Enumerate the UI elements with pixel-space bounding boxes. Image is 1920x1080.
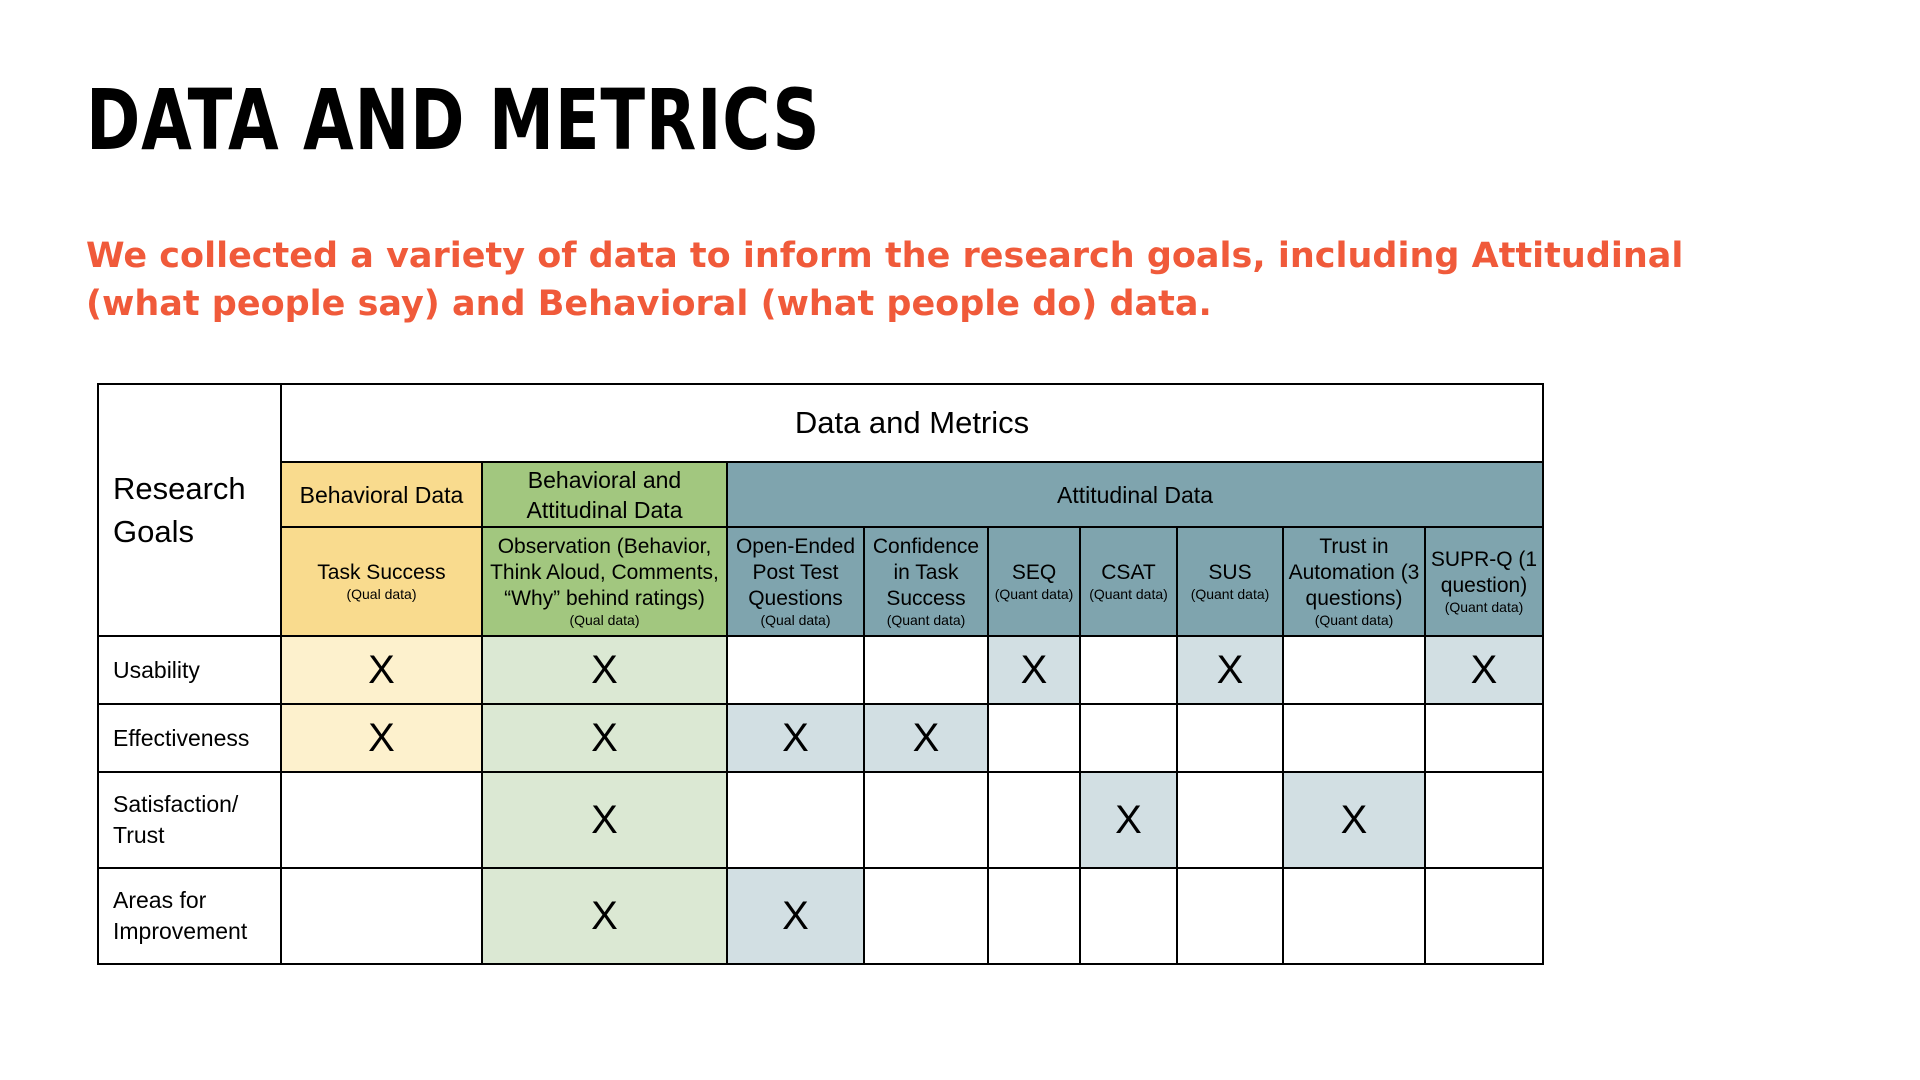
column-label: SEQ: [1011, 561, 1057, 584]
slide-title: DATA AND METRICS: [86, 71, 821, 169]
check-mark: X: [591, 798, 618, 842]
table-cell: [727, 772, 864, 868]
row-label-satisfaction-trust: Satisfaction/ Trust: [98, 772, 281, 868]
slide-subtitle: We collected a variety of data to inform the research goals, including Attitudinal (what people say) and Behavioral (what people do) data.: [86, 236, 1684, 324]
table-cell: [864, 636, 988, 704]
table-cell: [1080, 704, 1177, 772]
row-label-effectiveness: Effectiveness: [98, 704, 281, 772]
column-label: SUS: [1208, 561, 1252, 584]
column-header-supr-q-1: [1425, 527, 1543, 636]
check-mark: X: [368, 716, 395, 760]
check-mark: X: [1340, 798, 1368, 842]
table-cell: [1283, 772, 1425, 868]
table-cell: [1177, 772, 1283, 868]
table-cell: [864, 868, 988, 964]
check-mark: X: [1115, 798, 1142, 842]
table-cell: [988, 704, 1080, 772]
column-label: Open-Ended Post Test Questions: [735, 535, 856, 610]
table-cell: [988, 868, 1080, 964]
table-cell: [727, 868, 864, 964]
column-data-type: (Quant data): [1314, 612, 1394, 628]
column-header-confidence-in-task: [864, 527, 988, 636]
column-header-sus: [1177, 527, 1283, 636]
table-cell: [1177, 704, 1283, 772]
table-cell: [482, 772, 727, 868]
table-cell: [1425, 868, 1543, 964]
table-cell: [1425, 772, 1543, 868]
table-cell: [1425, 704, 1543, 772]
table-cell: [281, 636, 482, 704]
column-data-type: (Qual data): [569, 612, 640, 628]
column-header-observation-behavior-think: [482, 527, 727, 636]
research-goals-header: Research Goals: [98, 384, 281, 636]
column-header-seq: [988, 527, 1080, 636]
column-header-csat: [1080, 527, 1177, 636]
column-header-task-success: [281, 527, 482, 636]
table-row: [98, 704, 1543, 772]
table-cell: [727, 636, 864, 704]
table-cell: [988, 636, 1080, 704]
column-label: Trust in Automation (3 questions): [1288, 535, 1420, 610]
check-mark: X: [1470, 648, 1498, 692]
column-data-type: (Qual data): [760, 612, 831, 628]
table-cell: [1283, 704, 1425, 772]
table-cell: [281, 868, 482, 964]
table-cell: [1283, 868, 1425, 964]
table-cell: [1080, 868, 1177, 964]
data-metrics-header: Data and Metrics: [281, 384, 1543, 462]
table-cell: [1283, 636, 1425, 704]
column-data-type: (Qual data): [346, 586, 417, 602]
column-label: Observation (Behavior, Think Aloud, Comments, “Why” behind ratings): [490, 535, 719, 610]
check-mark: X: [782, 716, 809, 760]
metrics-table: [97, 383, 1544, 965]
column-data-type: (Quant data): [1190, 586, 1270, 602]
table-cell: [482, 636, 727, 704]
column-header-trust-in-automation: [1283, 527, 1425, 636]
table-row: [98, 636, 1543, 704]
check-mark: X: [1216, 648, 1244, 692]
table-cell: [281, 704, 482, 772]
column-label: CSAT: [1101, 561, 1156, 584]
table-cell: [1177, 868, 1283, 964]
check-mark: X: [591, 648, 618, 692]
table-cell: [864, 772, 988, 868]
table-cell: [1425, 636, 1543, 704]
table-cell: [1080, 772, 1177, 868]
row-label-areas-for-improvement: Areas for Improvement: [98, 868, 281, 964]
column-label: Confidence in Task Success: [872, 535, 980, 610]
column-label: Task Success: [317, 561, 446, 584]
row-label-usability: Usability: [98, 636, 281, 704]
table-cell: [988, 772, 1080, 868]
check-mark: X: [1020, 648, 1048, 692]
check-mark: X: [368, 648, 395, 692]
group-header-behavioral: Behavioral Data: [281, 462, 482, 527]
group-header-attitudinal: Attitudinal Data: [727, 462, 1543, 527]
table-cell: [727, 704, 864, 772]
table-row: [98, 868, 1543, 964]
column-label: SUPR-Q (1 question): [1430, 548, 1538, 597]
table-cell: [864, 704, 988, 772]
column-data-type: (Quant data): [1089, 586, 1168, 602]
table-row: [98, 772, 1543, 868]
check-mark: X: [782, 894, 809, 938]
column-header-open-ended-post: [727, 527, 864, 636]
column-data-type: (Quant data): [886, 612, 966, 628]
check-mark: X: [591, 716, 618, 760]
table-cell: [1080, 636, 1177, 704]
table-cell: [482, 704, 727, 772]
check-mark: X: [912, 716, 940, 760]
column-data-type: (Quant data): [1444, 599, 1524, 615]
table-cell: [1177, 636, 1283, 704]
check-mark: X: [591, 894, 618, 938]
group-header-behavioral-attitudinal: Behavioral and Attitudinal Data: [482, 462, 727, 527]
table-cell: [281, 772, 482, 868]
column-data-type: (Quant data): [994, 586, 1074, 602]
table-cell: [482, 868, 727, 964]
